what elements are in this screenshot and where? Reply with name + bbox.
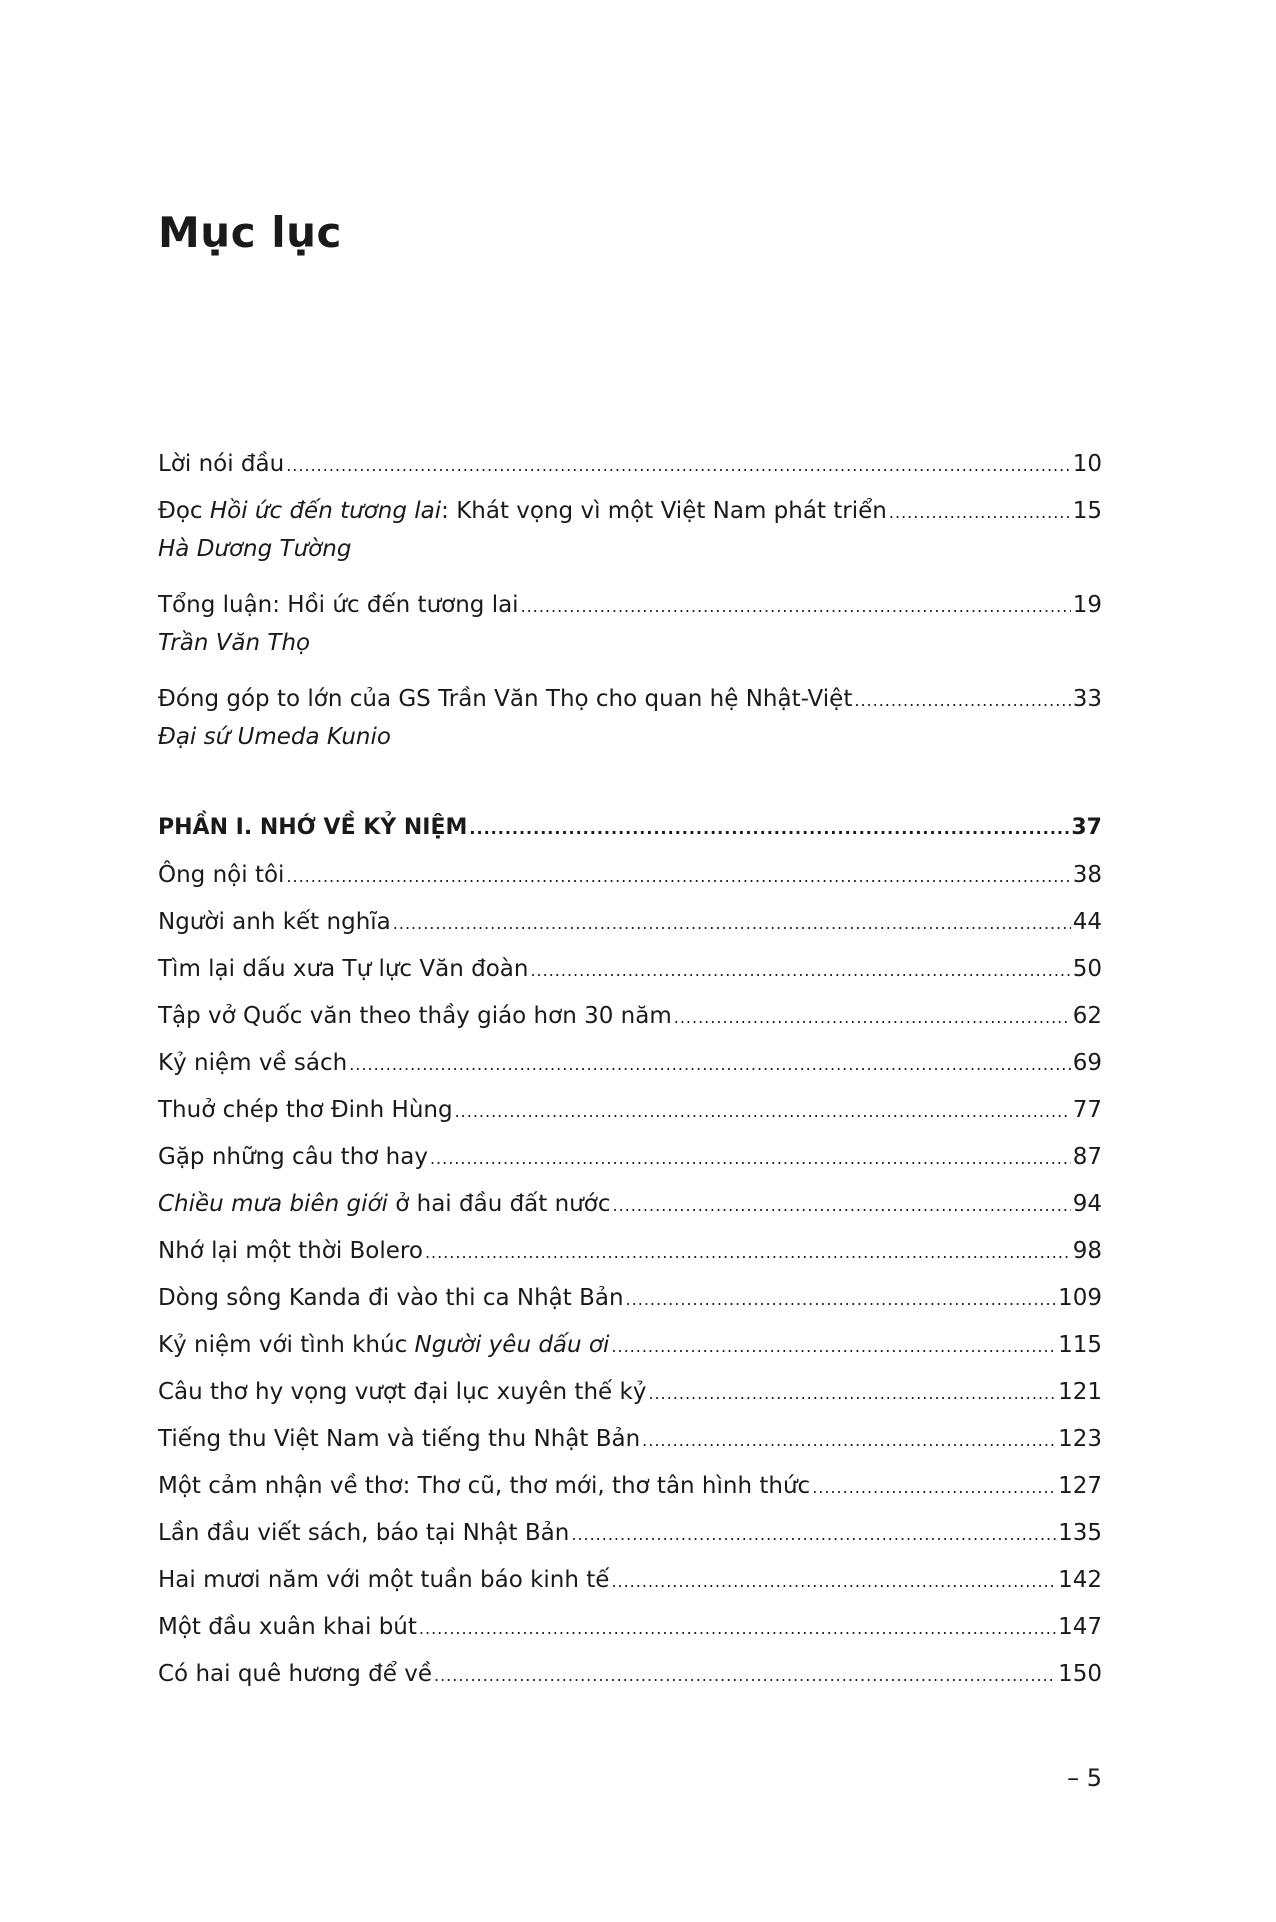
dot-leader [469,812,1069,846]
dot-leader [530,954,1070,988]
toc-entry-title-text: Câu thơ hy vọng vượt đại lục xuyên thế kỷ [158,1379,647,1405]
toc-entry-title [158,1657,432,1691]
toc-entry-author: Đại sứ Umeda Kunio [158,724,391,750]
toc-entry-page: 37 [1071,815,1102,840]
toc-entry [158,1093,1102,1127]
toc-entry-page: 15 [1072,498,1102,524]
dot-leader [393,907,1071,941]
toc-entry-title-text: Có hai quê hương để về [158,1661,432,1687]
toc-entry-title-text: Tìm lại dấu xưa Tự lực Văn đoàn [158,956,529,982]
dot-leader [571,1518,1056,1552]
toc-entry-page: 87 [1072,1144,1102,1170]
toc-entry-title-text: Tập vở Quốc văn theo thầy giáo hơn 30 năm [158,1003,672,1029]
toc-entry-title-text: Tiếng thu Việt Nam và tiếng thu Nhật Bản [158,1426,641,1452]
toc-entry-title [158,1516,569,1550]
toc-entry [158,1328,1102,1362]
toc-entry [158,1516,1102,1550]
dot-leader [434,1659,1056,1693]
toc-entry [158,1422,1102,1456]
dot-leader [854,684,1070,718]
toc-entry-title [158,999,672,1033]
toc-entry [158,905,1102,939]
toc-entry-title [158,1093,453,1127]
toc-entry-page: 98 [1072,1238,1102,1264]
toc-entry-title-text: PHẦN I. NHỚ VỀ KỶ NIỆM [158,815,468,840]
toc-entry-title-text: Một cảm nhận về thơ: Thơ cũ, thơ mới, thơ tân hình thức [158,1473,811,1499]
dot-leader [286,860,1070,894]
dot-leader [611,1565,1056,1599]
toc-entry [158,1281,1102,1315]
toc-entry-title-text: Một đầu xuân khai bút [158,1614,417,1640]
dot-leader [674,1001,1071,1035]
toc-entry-author: Trần Văn Thọ [158,630,311,656]
toc-entry-title-text: Người anh kết nghĩa [158,909,391,935]
toc-entry-page: 109 [1058,1285,1102,1311]
toc-entry-page: 142 [1058,1567,1102,1593]
toc-entry-title-text: Thuở chép thơ Đinh Hùng [158,1097,453,1123]
toc-entry-title-text: Kỷ niệm về sách [158,1050,348,1076]
dot-leader [626,1283,1057,1317]
toc-entry [158,588,1102,622]
dot-leader [612,1189,1070,1223]
toc-entry-title [158,1281,624,1315]
dot-leader [889,496,1071,530]
toc-entry [158,952,1102,986]
toc-entry-title [158,1187,610,1221]
toc-entry [158,1563,1102,1597]
toc-entry-page: 38 [1072,862,1102,888]
toc-entry-title-text: Đọc [158,498,210,524]
toc-entry-title-text: Kỷ niệm với tình khúc [158,1332,415,1358]
toc-entry-title [158,1563,609,1597]
toc-entry-title-italic: Hồi ức đến tương lai [209,498,442,524]
toc-entry-title-text: ở hai đầu đất nước [387,1191,611,1217]
toc-entry [158,1187,1102,1221]
dot-leader [611,1330,1056,1364]
toc-entry-title-italic: Chiều mưa biên giới [158,1191,388,1217]
toc-entry-page: 123 [1058,1426,1102,1452]
toc-entry-title-text: Lần đầu viết sách, báo tại Nhật Bản [158,1520,570,1546]
toc-entry-page: 44 [1072,909,1102,935]
toc-entry-title [158,905,391,939]
toc-entry-page: 62 [1072,1003,1102,1029]
dot-leader [430,1142,1071,1176]
toc-entry-title [158,588,519,622]
toc-entry-page: 150 [1058,1661,1102,1687]
toc-entry-page: 121 [1058,1379,1102,1405]
section-heading [158,811,1102,845]
toc-entry [158,1234,1102,1268]
toc-entry-title-text: Nhớ lại một thời Bolero [158,1238,423,1264]
toc-entry-author: Hà Dương Tường [158,536,352,562]
toc-entry-title [158,494,887,528]
dot-leader [455,1095,1071,1129]
toc-entry-title [158,811,467,845]
dot-leader [521,590,1071,624]
dot-leader [286,449,1071,483]
toc-entry-page: 69 [1072,1050,1102,1076]
toc-entry [158,858,1102,892]
toc-entry-title-text: Hai mươi năm với một tuần báo kinh tế [158,1567,610,1593]
toc-entry-page: 50 [1072,956,1102,982]
toc-entry-title [158,1234,423,1268]
dot-leader [648,1377,1056,1411]
dot-leader [419,1612,1056,1646]
page-title: Mục lục [158,208,342,257]
toc-entry [158,1140,1102,1174]
toc-entry-page: 19 [1072,592,1102,618]
toc-entry [158,682,1102,716]
toc-entry-title-text: Dòng sông Kanda đi vào thi ca Nhật Bản [158,1285,624,1311]
dot-leader [349,1048,1071,1082]
toc-entry-title [158,1046,347,1080]
toc-entry-page: 135 [1058,1520,1102,1546]
toc-entry-title [158,447,284,481]
dot-leader [425,1236,1071,1270]
toc-entry-title-text: Đóng góp to lớn của GS Trần Văn Thọ cho quan hệ Nhật-Việt [158,686,853,712]
toc-entry-title-text: Tổng luận: Hồi ức đến tương lai [158,592,519,618]
toc-entry-page: 77 [1072,1097,1102,1123]
dot-leader [642,1424,1056,1458]
toc-entry-title [158,858,284,892]
dot-leader [812,1471,1056,1505]
toc-entry-title [158,952,528,986]
toc-entry [158,494,1102,528]
toc-entry-title [158,682,852,716]
toc-entry-title [158,1140,428,1174]
toc-entry-page: 10 [1072,451,1102,477]
toc-entry-title-text: Lời nói đầu [158,451,285,477]
toc-entry [158,999,1102,1033]
toc-entry [158,1469,1102,1503]
toc-entry [158,1375,1102,1409]
toc-entry [158,1610,1102,1644]
toc-entry-page: 115 [1058,1332,1102,1358]
toc-entry-page: 33 [1072,686,1102,712]
toc-entry-title [158,1375,646,1409]
toc-entry-title-text: : Khát vọng vì một Việt Nam phát triển [441,498,887,524]
toc-entry-title-text: Gặp những câu thơ hay [158,1144,428,1170]
toc-entry [158,1046,1102,1080]
toc-entry-title [158,1469,810,1503]
toc-entry-title [158,1328,609,1362]
toc-entry [158,1657,1102,1691]
toc-entry-page: 147 [1058,1614,1102,1640]
page-number: – 5 [1067,1764,1102,1792]
toc-entry-title [158,1422,640,1456]
toc-entry-title-italic: Người yêu dấu ơi [414,1332,610,1358]
toc-entry-page: 94 [1072,1191,1102,1217]
toc-entry [158,447,1102,481]
toc-entry-page: 127 [1058,1473,1102,1499]
toc-entry-title [158,1610,417,1644]
toc-entry-title-text: Ông nội tôi [158,862,285,888]
